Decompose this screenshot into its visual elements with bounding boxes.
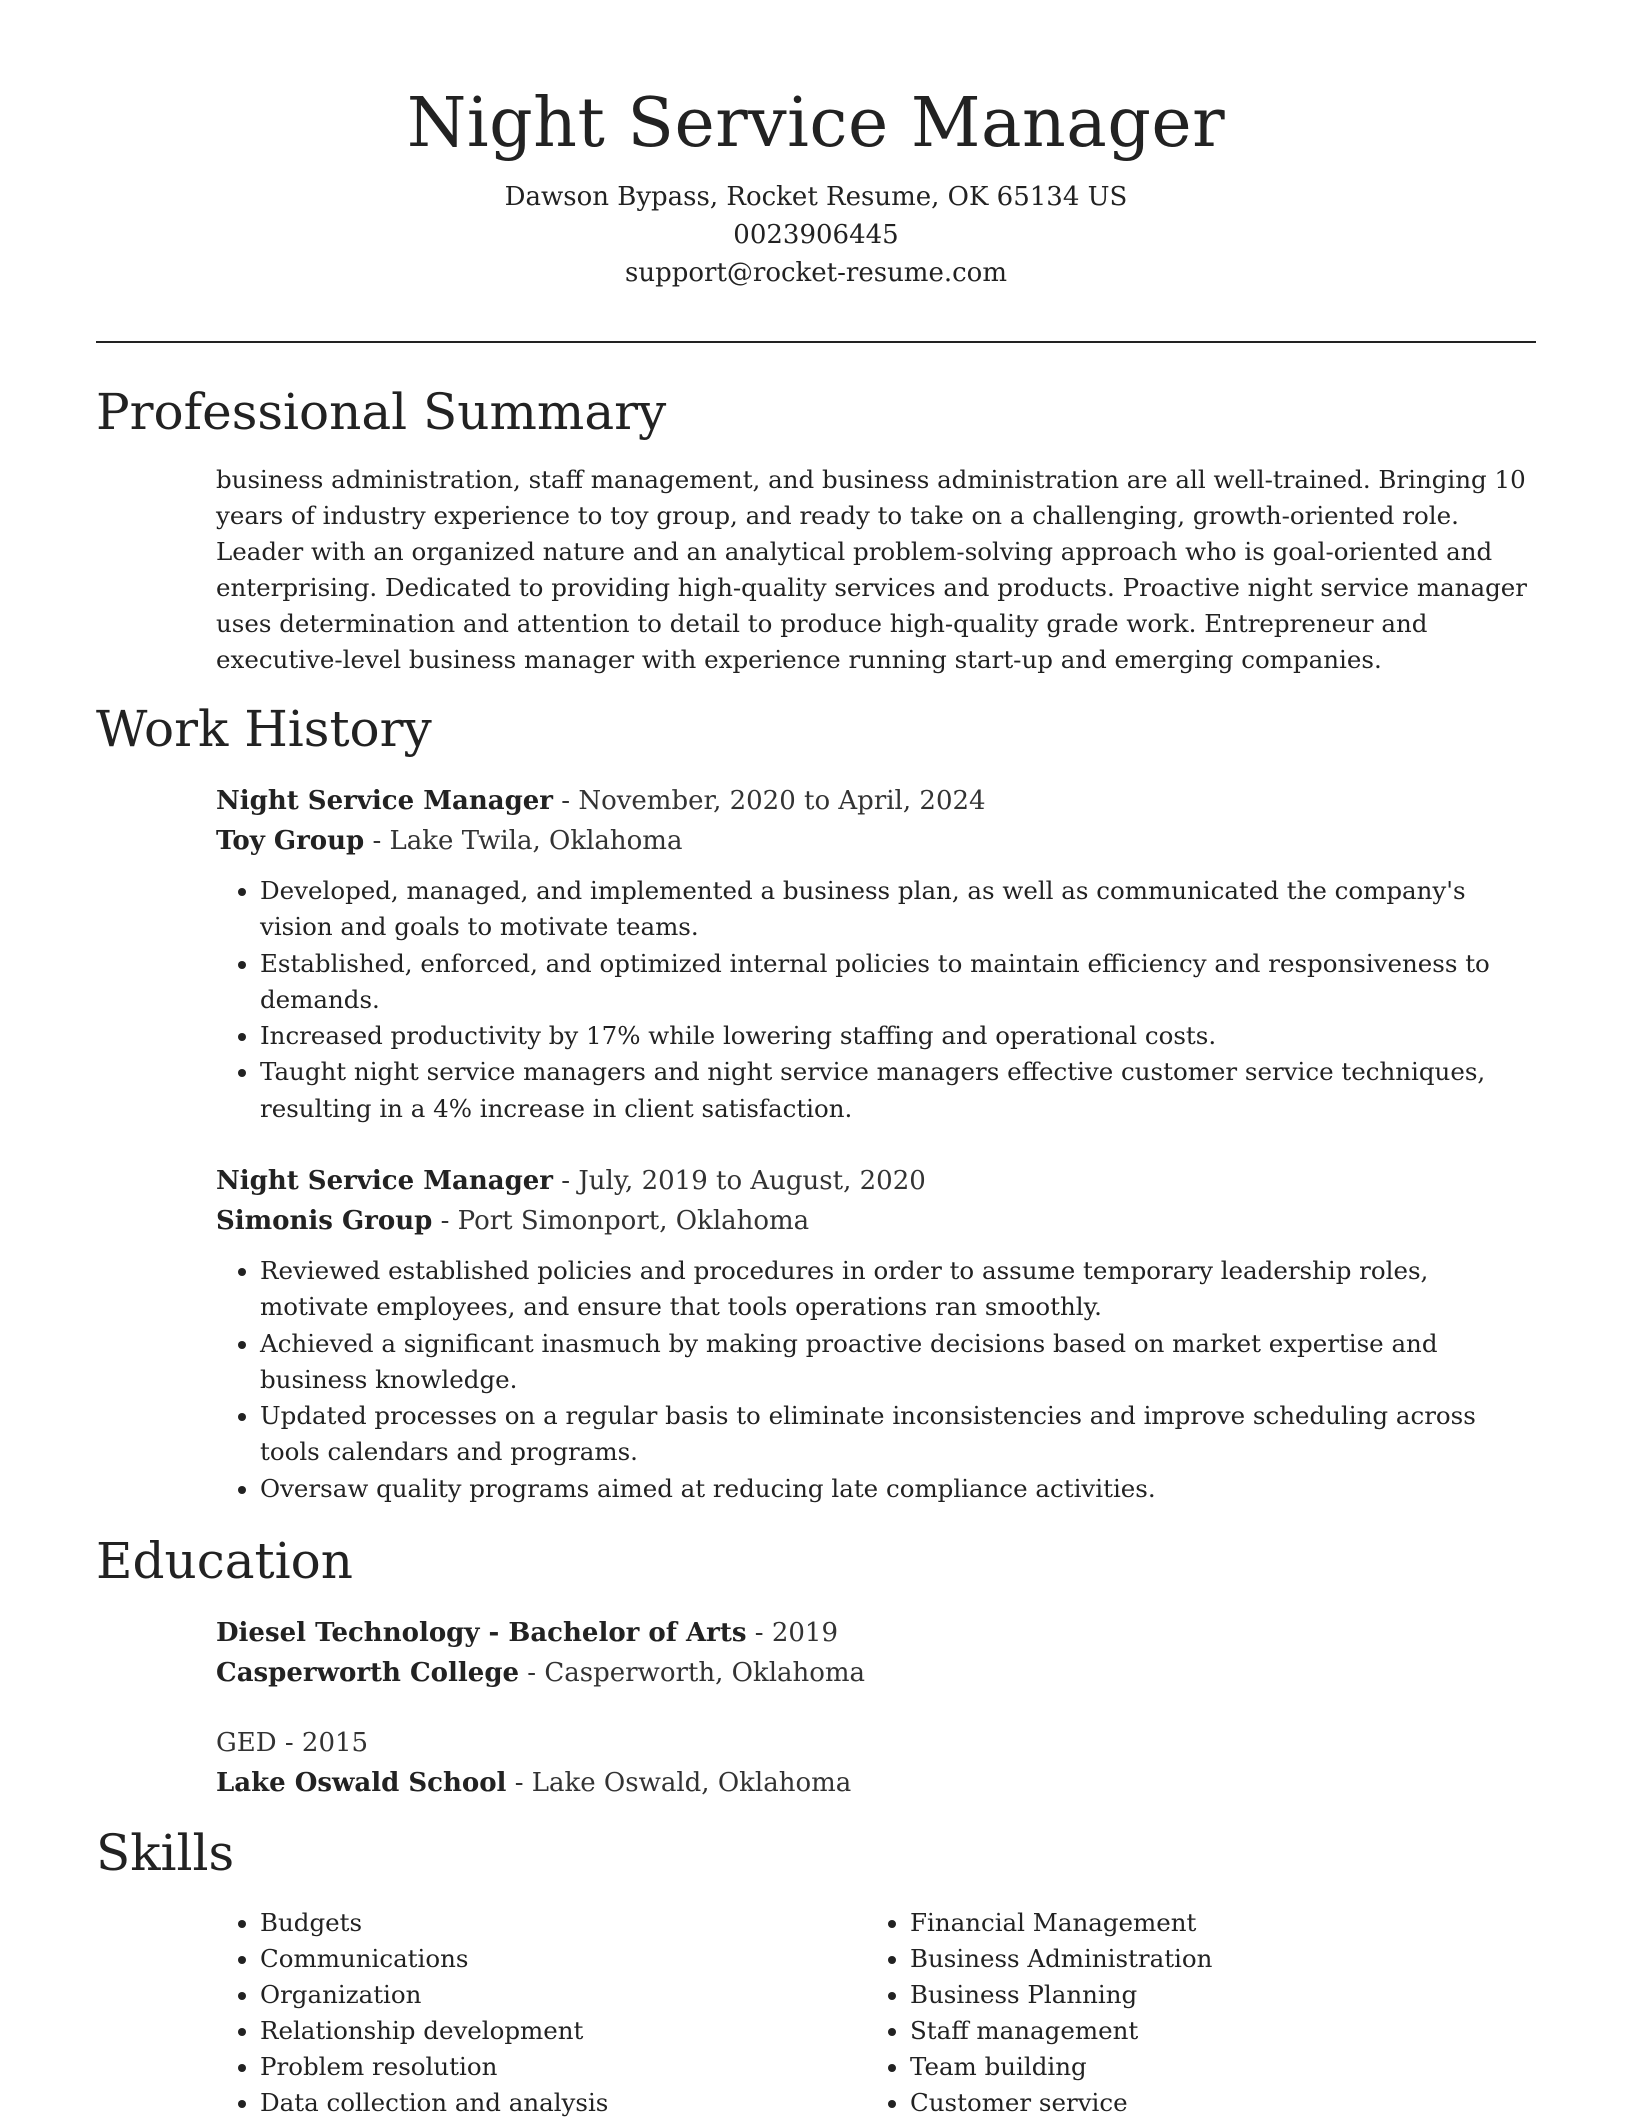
contact-address: Dawson Bypass, Rocket Resume, OK 65134 US bbox=[504, 182, 1128, 212]
skills-heading: Skills bbox=[96, 1824, 235, 1882]
summary-text: business administration, staff management, and business administration are all well-trained. Bringing 10 years of industry experience to toy group, and ready to take on a challenging, growth-oriented role. Leader with an organized nature and an analytical problem-solving approach who is goal-oriented and enterprising. Dedicated to providing high-quality services and products. Proactive night service manager uses determination and attention to detail to produce high-quality grade work. Entrepreneur and executive-level business manager with experience running start-up and emerging companies. bbox=[216, 465, 1527, 674]
education-year: - 2015 bbox=[276, 1728, 369, 1758]
header-divider bbox=[96, 341, 1536, 343]
job-dates: - July, 2019 to August, 2020 bbox=[553, 1166, 926, 1196]
job-title-line bbox=[216, 781, 1541, 821]
job-company: Simonis Group bbox=[216, 1206, 433, 1236]
job-company: Toy Group bbox=[216, 826, 365, 856]
job-bullet: • Updated processes on a regular basis to eliminate inconsistencies and improve scheduling across tools calendars and programs. bbox=[260, 1398, 1541, 1471]
skill-item: • Financial Management bbox=[910, 1905, 1466, 1941]
education-degree: GED bbox=[216, 1728, 277, 1758]
contact-block bbox=[96, 178, 1536, 292]
job-bullet: • Reviewed established policies and procedures in order to assume temporary leadership roles, motivate employees, and ensure that tools operations ran smoothly. bbox=[260, 1253, 1541, 1326]
job-dates: - November, 2020 to April, 2024 bbox=[553, 786, 986, 816]
job-entry bbox=[216, 781, 1541, 1127]
skill-item: • Business Administration bbox=[910, 1941, 1466, 1977]
skill-item: • Budgets bbox=[260, 1905, 816, 1941]
skill-item: • Staff management bbox=[910, 2013, 1466, 2049]
education-school: Lake Oswald School bbox=[216, 1768, 507, 1798]
skills-column-right bbox=[866, 1905, 1466, 2121]
education-school: Casperworth College bbox=[216, 1658, 520, 1688]
education-degree-line bbox=[216, 1723, 1541, 1763]
education-degree-line bbox=[216, 1613, 1541, 1653]
education-heading: Education bbox=[96, 1532, 353, 1590]
skill-item: • Data collection and analysis bbox=[260, 2085, 816, 2121]
job-title-line bbox=[216, 1161, 1541, 1201]
contact-email: support@rocket-resume.com bbox=[624, 258, 1007, 288]
skills-list bbox=[216, 1905, 816, 2121]
job-bullets bbox=[216, 1253, 1541, 1507]
skill-item: • Relationship development bbox=[260, 2013, 816, 2049]
skill-item: • Customer service bbox=[910, 2085, 1466, 2121]
job-company-line bbox=[216, 821, 1541, 861]
education-year: - 2019 bbox=[746, 1618, 839, 1648]
job-bullet: • Oversaw quality programs aimed at reducing late compliance activities. bbox=[260, 1471, 1541, 1507]
job-entry bbox=[216, 1161, 1541, 1507]
job-bullet: • Established, enforced, and optimized internal policies to maintain efficiency and responsiveness to demands. bbox=[260, 946, 1541, 1019]
education-degree: Diesel Technology - Bachelor of Arts bbox=[216, 1618, 747, 1648]
skill-item: • Business Planning bbox=[910, 1977, 1466, 2013]
job-role: Night Service Manager bbox=[216, 786, 554, 816]
candidate-name: Night Service Manager bbox=[406, 84, 1226, 163]
skill-item: • Problem resolution bbox=[260, 2049, 816, 2085]
education-location: - Casperworth, Oklahoma bbox=[519, 1658, 866, 1688]
job-bullet: • Developed, managed, and implemented a business plan, as well as communicated the company's vision and goals to motivate teams. bbox=[260, 873, 1541, 946]
education-school-line bbox=[216, 1763, 1541, 1803]
skill-item: • Team building bbox=[910, 2049, 1466, 2085]
job-location: - Lake Twila, Oklahoma bbox=[364, 826, 683, 856]
work-history-heading: Work History bbox=[96, 700, 432, 758]
resume-header bbox=[96, 80, 1536, 292]
job-bullet: • Increased productivity by 17% while lowering staffing and operational costs. bbox=[260, 1018, 1541, 1054]
skill-item: • Organization bbox=[260, 1977, 816, 2013]
job-bullet: • Taught night service managers and night service managers effective customer service techniques, resulting in a 4% increase in client satisfaction. bbox=[260, 1054, 1541, 1127]
job-company-line bbox=[216, 1201, 1541, 1241]
job-role: Night Service Manager bbox=[216, 1166, 554, 1196]
summary-heading: Professional Summary bbox=[96, 383, 667, 441]
education-school-line bbox=[216, 1653, 1541, 1693]
education-location: - Lake Oswald, Oklahoma bbox=[506, 1768, 852, 1798]
skill-item: • Communications bbox=[260, 1941, 816, 1977]
skills-column-left bbox=[216, 1905, 816, 2121]
job-bullets bbox=[216, 873, 1541, 1127]
job-bullet: • Achieved a significant inasmuch by making proactive decisions based on market expertise and business knowledge. bbox=[260, 1326, 1541, 1399]
skills-list bbox=[866, 1905, 1466, 2121]
education-entry bbox=[216, 1723, 1541, 1803]
education-entry bbox=[216, 1613, 1541, 1693]
contact-phone: 0023906445 bbox=[733, 220, 899, 250]
job-location: - Port Simonport, Oklahoma bbox=[432, 1206, 810, 1236]
